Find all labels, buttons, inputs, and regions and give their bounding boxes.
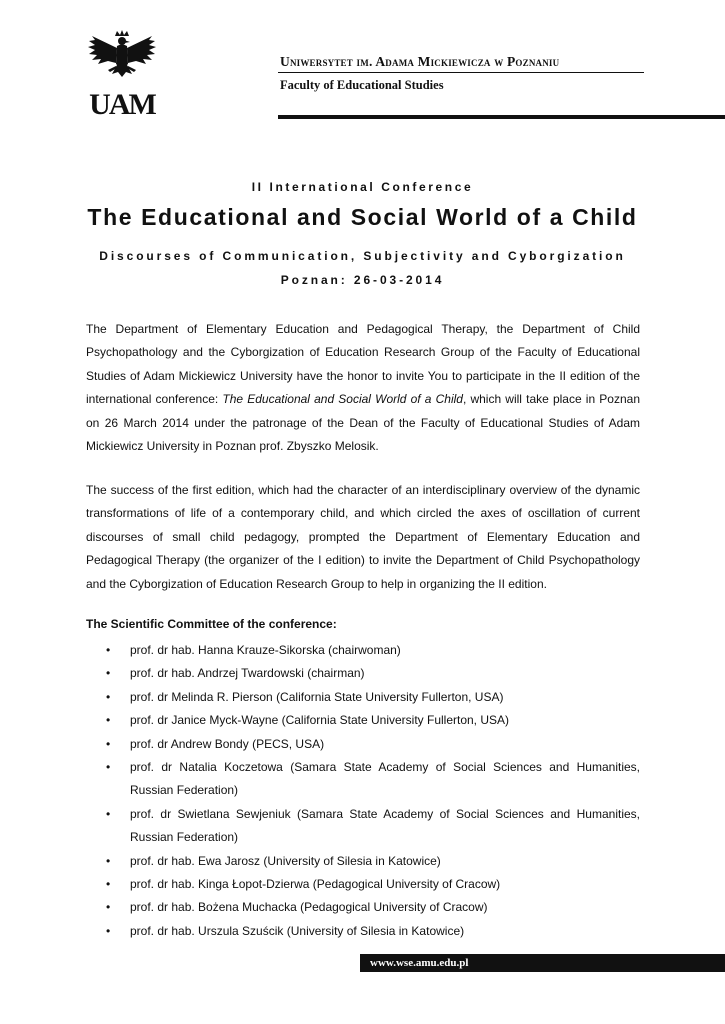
list-item (86, 733, 640, 756)
list-item (86, 850, 640, 873)
bullet-icon: • (106, 713, 111, 728)
member-name: prof. dr hab. Urszula Szuścik (University of Silesia in Katowice) (130, 923, 465, 938)
logo-text: UAM (89, 88, 155, 120)
footer-url[interactable]: www.wse.amu.edu.pl (370, 957, 469, 969)
background-paragraph: The success of the first edition, which had the character of an interdisciplinary overview of the dynamic transformations of life of a contemporary child, and which circled the axes of oscillation of current discourses of small child pedagogy, prompted the Department of Elementary Education and Pedagogical Therapy (the organizer of the I edition) to invite the Department of Child Psychopathology and the Cyborgization of Education Research Group to help in organizing the II edition. (86, 483, 640, 591)
invitation-text-end: , which will take place in Poznan on 26 March 2014 under the patronage of the Dean of the Faculty of Educational Studies of Adam Mickiewicz University in Poznan prof. Zbyszko Melosik. (86, 392, 640, 454)
faculty-name: Faculty of Educational Studies (280, 78, 444, 92)
university-name: Uniwersytet im. Adama Mickiewicza w Poznaniu (280, 54, 560, 69)
member-name: prof. dr hab. Bożena Muchacka (Pedagogical University of Cracow) (130, 900, 488, 915)
uam-eagle-logo (86, 30, 158, 120)
conference-title: The Educational and Social World of a Child (87, 204, 638, 230)
list-item (86, 873, 640, 896)
bullet-icon: • (106, 853, 111, 868)
invitation-conference-title: The Educational and Social World of a Child (222, 392, 463, 407)
invitation-paragraph (86, 318, 640, 458)
list-item (86, 920, 640, 943)
committee-heading: The Scientific Committee of the conference: (86, 617, 337, 631)
bullet-icon: • (106, 877, 111, 892)
list-item (86, 662, 640, 685)
member-name: prof. dr Janice Myck-Wayne (California State University Fullerton, USA) (130, 713, 510, 728)
member-name: prof. dr hab. Ewa Jarosz (University of Silesia in Katowice) (130, 853, 441, 868)
bullet-icon: • (106, 643, 111, 657)
member-name: prof. dr Natalia Koczetowa (Samara State Academy of Social Sciences and Humanities, Russian Federation) (130, 760, 640, 798)
bullet-icon: • (106, 689, 111, 704)
bullet-icon: • (106, 923, 111, 938)
member-name: prof. dr Swietlana Sewjeniuk (Samara State Academy of Social Sciences and Humanities, Russian Federation) (130, 806, 640, 845)
member-name: prof. dr hab. Kinga Łopot-Dzierwa (Pedagogical University of Cracow) (130, 877, 501, 892)
member-name: prof. dr hab. Hanna Krauze-Sikorska (chairwoman) (130, 643, 401, 657)
invitation-text-start: The Department of Elementary Education and Pedagogical Therapy, the Department of Child Psychopathology and the Cyborgization of Education Research Group of the Faculty of Educational Studies of Adam Mickiewicz University have the honor to invite You to participate in the II edition of the international conference: (86, 322, 640, 407)
list-item (86, 896, 640, 919)
list-item (86, 756, 640, 803)
list-item (86, 686, 640, 709)
committee-list (86, 639, 640, 943)
footer-bar (360, 954, 725, 972)
bullet-icon: • (106, 736, 111, 751)
conference-edition: II International Conference (251, 180, 474, 194)
header-divider (278, 72, 644, 73)
conference-subtitle: Discourses of Communication, Subjectivity and Cyborgization (99, 249, 626, 263)
list-item (86, 803, 640, 850)
header-thick-divider (278, 115, 725, 119)
list-item (86, 709, 640, 732)
bullet-icon: • (106, 666, 111, 681)
member-name: prof. dr Melinda R. Pierson (California State University Fullerton, USA) (130, 689, 504, 704)
bullet-icon: • (106, 806, 111, 821)
list-item (86, 639, 640, 662)
member-name: prof. dr Andrew Bondy (PECS, USA) (130, 736, 325, 751)
member-name: prof. dr hab. Andrzej Twardowski (chairman) (130, 666, 365, 681)
bullet-icon: • (106, 760, 111, 775)
bullet-icon: • (106, 900, 111, 915)
conference-date: Poznan: 26-03-2014 (280, 273, 445, 287)
